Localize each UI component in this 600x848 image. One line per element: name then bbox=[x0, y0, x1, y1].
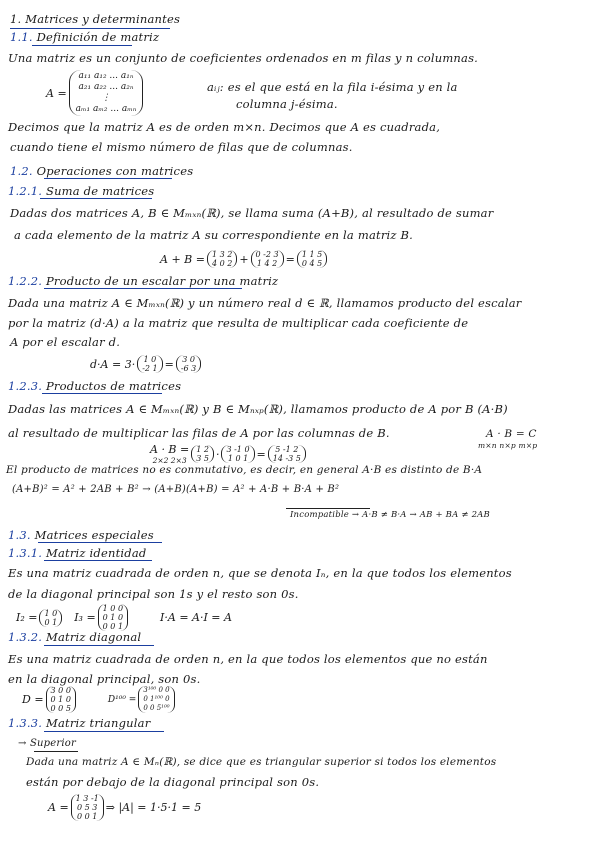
section-underline bbox=[40, 198, 152, 199]
section-title: Definición de matriz bbox=[36, 30, 160, 44]
section-number: 1.3.1. bbox=[8, 546, 43, 560]
matrix-row: 0 0 5¹⁰⁰ bbox=[143, 704, 170, 712]
matrix-row: 0 -2 3 bbox=[255, 250, 279, 259]
matrix-row: 4 0 2 bbox=[211, 259, 233, 268]
section-number: 1.2.2. bbox=[8, 274, 43, 288]
text-line: Dadas las matrices A ∈ Mₘₓₙ(ℝ) y B ∈ Mₙₓₚ(ℝ), llamamos producto de A por B (A·B) bbox=[8, 402, 508, 416]
matrix-row: 0 4 5 bbox=[301, 259, 323, 268]
matrix-row: 1 0 0 bbox=[102, 604, 124, 613]
product-rule: A · B = C bbox=[486, 428, 537, 440]
operator: = bbox=[164, 357, 174, 371]
sum-equation bbox=[160, 250, 329, 268]
matrix-row: 0 1 0 bbox=[102, 613, 124, 622]
matrix-row: 0 0 1 bbox=[77, 812, 98, 821]
matrix-definition bbox=[46, 70, 145, 116]
text-line: Dadas dos matrices A, B ∈ Mₘₓₙ(ℝ), se llama suma (A+B), al resultado de sumar bbox=[10, 206, 494, 220]
matrix-row: 1 1 5 bbox=[301, 250, 323, 259]
diagonal-label: D = bbox=[22, 693, 44, 706]
matrix-row: 1 4 2 bbox=[256, 259, 278, 268]
text-line: aᵢⱼ: es el que está en la fila i-ésima y en la bbox=[207, 80, 458, 94]
text-line: El producto de matrices no es conmutativo, es decir, en general A·B es distinto de B·A bbox=[6, 464, 483, 476]
section-1-2-heading bbox=[10, 164, 193, 178]
section-underline bbox=[44, 645, 154, 646]
text-underline bbox=[286, 508, 370, 509]
diagonal-matrix bbox=[46, 686, 76, 713]
identity-relation: I·A = A·I = A bbox=[160, 611, 232, 624]
title-underline bbox=[10, 28, 170, 29]
matrix-row: a₁₁ a₁₂ ... a₁ₙ bbox=[78, 71, 134, 81]
section-number: 1.3.2. bbox=[8, 630, 43, 644]
identity-2-label: I₂ = bbox=[16, 611, 38, 624]
section-number: 1.3.3. bbox=[8, 716, 43, 730]
operator: + bbox=[239, 252, 249, 266]
product-dims: m×n n×p m×p bbox=[478, 441, 538, 450]
matrix bbox=[207, 250, 237, 268]
text-line: en la diagonal principal, son 0s. bbox=[8, 672, 201, 686]
section-title: Matriz identidad bbox=[45, 546, 147, 560]
matrix-row: 1 3 -1 bbox=[75, 794, 99, 803]
section-underline bbox=[42, 393, 162, 394]
section-underline bbox=[44, 560, 152, 561]
matrix-row: 5 -1 2 bbox=[275, 445, 299, 454]
section-underline bbox=[38, 542, 162, 543]
triangular-matrix bbox=[71, 794, 104, 821]
section-1-2-1-heading bbox=[8, 184, 154, 198]
section-number: 1.2.1. bbox=[8, 184, 43, 198]
section-number: 1.2.3. bbox=[8, 379, 43, 393]
section-title: Matrices especiales bbox=[34, 528, 154, 542]
lhs-group bbox=[150, 443, 189, 465]
text-line: Es una matriz cuadrada de orden n, que se denota Iₙ, en la que todos los elementos bbox=[8, 566, 512, 580]
matrix bbox=[176, 355, 201, 373]
matrix-row: 1 3 2 bbox=[211, 250, 233, 259]
matrix-row: -2 1 bbox=[142, 364, 158, 373]
section-1-2-2-heading bbox=[8, 274, 278, 288]
matrix-row: -6 3 bbox=[180, 364, 197, 373]
matrix-row: 0 0 1 bbox=[102, 622, 124, 631]
diagonal-examples bbox=[22, 686, 177, 713]
section-title: Suma de matrices bbox=[45, 184, 155, 198]
identity-examples bbox=[16, 604, 232, 631]
matrix-row: 1 0 bbox=[143, 355, 157, 364]
diagonal-power-matrix bbox=[138, 686, 174, 713]
text-line: Dada una matriz A ∈ Mₙ(ℝ), se dice que es triangular superior si todos los elementos bbox=[26, 756, 497, 768]
determinant-result: ⇒ |A| = 1·5·1 = 5 bbox=[105, 801, 202, 814]
matrix-row: 1 2 bbox=[196, 445, 209, 454]
section-underline bbox=[44, 288, 242, 289]
identity-2-matrix bbox=[39, 609, 62, 627]
subsection-superior: → Superior bbox=[18, 738, 76, 749]
section-title: Matriz diagonal bbox=[45, 630, 142, 644]
operator: = bbox=[285, 252, 295, 266]
section-1-2-3-heading bbox=[8, 379, 181, 393]
operator: · bbox=[215, 447, 220, 461]
matrix bbox=[191, 445, 214, 463]
matrix-row: 3 -1 0 bbox=[226, 445, 250, 454]
matrix-row: 3¹⁰⁰ 0 0 bbox=[143, 686, 170, 694]
matrix-label: A = bbox=[46, 86, 67, 100]
equation-lhs: A · B = bbox=[150, 443, 190, 456]
matrix-row: 0 1 0 bbox=[50, 695, 71, 704]
text-line: a cada elemento de la matriz A su correspondiente en la matriz B. bbox=[14, 228, 414, 242]
section-underline bbox=[32, 45, 132, 46]
section-1-1-heading bbox=[10, 30, 159, 44]
triangular-example bbox=[48, 794, 201, 821]
product-equation bbox=[150, 443, 308, 465]
identity-3-label: I₃ = bbox=[74, 611, 96, 624]
matrix-row: 3 0 0 bbox=[50, 686, 71, 695]
section-number: 1.1. bbox=[10, 30, 33, 44]
identity-3-matrix bbox=[98, 604, 128, 631]
matrix bbox=[297, 250, 327, 268]
section-title: Productos de matrices bbox=[45, 379, 182, 393]
matrix-row: 0 1 bbox=[44, 617, 58, 627]
matrix-row: 14 -3 5 bbox=[272, 454, 301, 463]
matrix-row: 0 5 3 bbox=[77, 803, 98, 812]
matrix-row: a₂₁ a₂₂ ... a₂ₙ bbox=[78, 82, 134, 92]
matrix bbox=[268, 445, 306, 463]
text-line: cuando tiene el mismo número de filas que de columnas. bbox=[10, 140, 353, 154]
section-number: 1.2. bbox=[10, 164, 33, 178]
page-title: 1. Matrices y determinantes bbox=[10, 12, 181, 26]
matrix-row: 3 5 bbox=[196, 454, 209, 463]
text-line: Es una matriz cuadrada de orden n, en la que todos los elementos que no están bbox=[8, 652, 488, 666]
matrix-row: ⋮ bbox=[101, 93, 111, 103]
matrix-row: 1 0 bbox=[44, 608, 58, 618]
equation-lhs: A + B = bbox=[160, 252, 205, 266]
text-line: por la matriz (d·A) a la matriz que resulta de multiplicar cada coeficiente de bbox=[8, 316, 469, 330]
section-1-3-1-heading bbox=[8, 546, 146, 560]
diagonal-power-label: D¹⁰⁰ = bbox=[107, 694, 137, 705]
section-1-3-2-heading bbox=[8, 630, 141, 644]
text-line: Una matriz es un conjunto de coeficientes ordenados en m filas y n columnas. bbox=[8, 51, 479, 65]
matrix-row: aₘ₁ aₘ₂ ... aₘₙ bbox=[75, 104, 137, 114]
text-underline bbox=[34, 751, 78, 752]
lhs-dims: 2×2 2×3 bbox=[152, 456, 187, 465]
text-line: de la diagonal principal son 1s y el resto son 0s. bbox=[8, 587, 299, 601]
matrix-row: 1 0 1 bbox=[227, 454, 249, 463]
matrix-row: 3 0 bbox=[182, 355, 195, 364]
matrix bbox=[251, 250, 284, 268]
section-underline bbox=[44, 731, 164, 732]
text-line: al resultado de multiplicar las filas de A por las columnas de B. bbox=[8, 426, 390, 440]
matrix bbox=[221, 445, 254, 463]
scalar-equation bbox=[90, 355, 203, 373]
section-1-3-heading bbox=[8, 528, 154, 542]
text-line: Dada una matriz A ∈ Mₘₓₙ(ℝ) y un número real d ∈ ℝ, llamamos producto del escalar bbox=[8, 296, 522, 310]
equation-lhs: d·A = 3· bbox=[90, 357, 136, 371]
text-line: columna j-ésima. bbox=[236, 97, 338, 111]
section-title: Matriz triangular bbox=[45, 716, 151, 730]
section-1-3-3-heading bbox=[8, 716, 150, 730]
section-number: 1.3. bbox=[8, 528, 31, 542]
section-title: Operaciones con matrices bbox=[36, 164, 194, 178]
matrix-row: 0 1¹⁰⁰ 0 bbox=[143, 695, 170, 703]
operator: = bbox=[256, 447, 266, 461]
general-matrix bbox=[69, 70, 144, 116]
text-line: Incompatible → A·B ≠ B·A → AB + BA ≠ 2AB bbox=[290, 510, 490, 520]
matrix-row: 0 0 5 bbox=[50, 704, 71, 713]
matrix bbox=[137, 355, 162, 373]
text-line: Decimos que la matriz A es de orden m×n. Decimos que A es cuadrada, bbox=[8, 120, 441, 134]
equation-lhs: A = bbox=[48, 801, 69, 814]
text-line: (A+B)² = A² + 2AB + B² → (A+B)(A+B) = A² + A·B + B·A + B² bbox=[12, 484, 340, 495]
text-line: A por el escalar d. bbox=[10, 335, 121, 349]
text-line: están por debajo de la diagonal principal son 0s. bbox=[26, 775, 320, 789]
section-title: Producto de un escalar por una matriz bbox=[45, 274, 279, 288]
section-underline bbox=[44, 178, 172, 179]
